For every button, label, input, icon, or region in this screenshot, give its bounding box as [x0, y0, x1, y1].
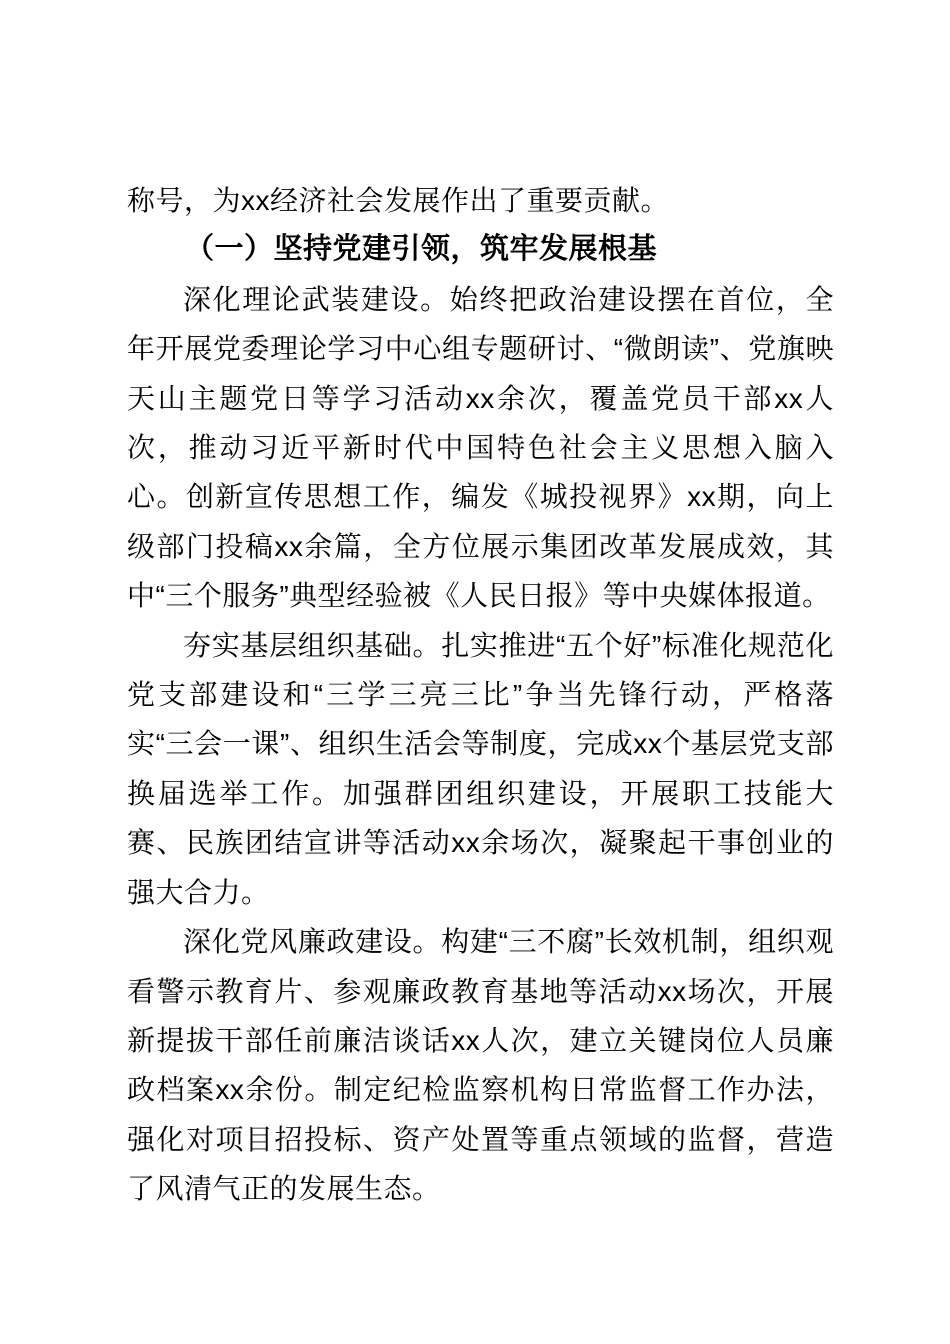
paragraph-party-conduct: 深化党风廉政建设。构建“三不腐”长效机制，组织观看警示教育片、参观廉政教育基地等活动xx场次，开展新提拔干部任前廉洁谈话xx人次，建立关键岗位人员廉政档案xx余份。制定纪检监察机构日常监督工作办法，强化对项目招投标、资产处置等重点领域的监督，营造了风清气正的发展生态。 [127, 926, 834, 1205]
paragraph-continuation: 称号，为xx经济社会发展作出了重要贡献。 [127, 185, 670, 216]
document-content [127, 176, 834, 1214]
section-heading: （一）坚持党建引领，筑牢发展根基 [185, 233, 658, 266]
paragraph-theory-building: 深化理论武装建设。始终把政治建设摆在首位，全年开展党委理论学习中心组专题研讨、“微朗读”、党旗映天山主题党日等学习活动xx余次，覆盖党员干部xx人次，推动习近平新时代中国特色社会主义思想入脑入心。创新宣传思想工作，编发《城投视界》xx期，向上级部门投稿xx余篇，全方位展示集团改革发展成效，其中“三个服务”典型经验被《人民日报》等中央媒体报道。 [127, 283, 834, 612]
paragraph-grassroots-organization: 夯实基层组织基础。扎实推进“五个好”标准化规范化党支部建设和“三学三亮三比”争当先锋行动，严格落实“三会一课”、组织生活会等制度，完成xx个基层党支部换届选举工作。加强群团组织建设，开展职工技能大赛、民族团结宣讲等活动xx余场次，凝聚起干事创业的强大合力。 [127, 629, 834, 908]
